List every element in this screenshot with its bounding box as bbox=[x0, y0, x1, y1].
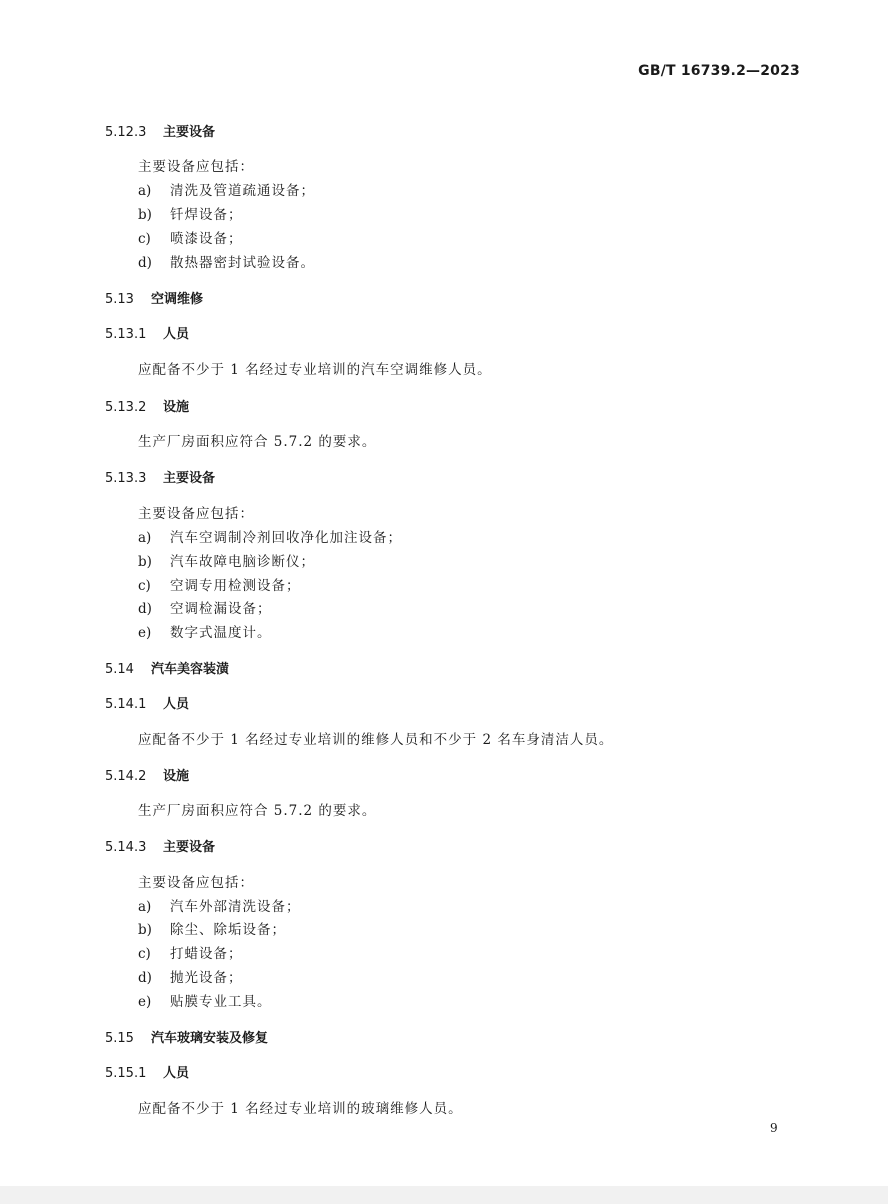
page-number: 9 bbox=[770, 1121, 778, 1135]
section-title: 主要设备 bbox=[163, 840, 216, 855]
section-title: 设施 bbox=[163, 769, 190, 784]
paragraph: 主要设备应包括： bbox=[138, 506, 254, 522]
list-item-text: 汽车空调制冷剂回收净化加注设备； bbox=[170, 530, 402, 546]
section-number: 5.15.1 bbox=[105, 1066, 147, 1081]
list-item-text: 打蜡设备； bbox=[170, 946, 243, 962]
list-item bbox=[138, 990, 272, 1010]
section-title: 人员 bbox=[163, 697, 190, 712]
section-title: 设施 bbox=[163, 400, 190, 415]
paragraph: 生产厂房面积应符合 5.7.2 的要求。 bbox=[138, 803, 377, 819]
list-item-text: 空调专用检测设备； bbox=[170, 578, 301, 594]
paragraph: 主要设备应包括： bbox=[138, 875, 254, 891]
paragraph: 应配备不少于 1 名经过专业培训的汽车空调维修人员。 bbox=[138, 362, 492, 378]
list-item bbox=[138, 526, 402, 546]
section-number: 5.14.2 bbox=[105, 769, 147, 784]
section-number: 5.13 bbox=[105, 292, 134, 307]
list-item bbox=[138, 597, 272, 617]
list-item-text: 除尘、除垢设备； bbox=[170, 922, 286, 938]
section-number: 5.13.3 bbox=[105, 471, 147, 486]
list-item-text: 空调检漏设备； bbox=[170, 601, 272, 617]
list-marker: d) bbox=[138, 601, 152, 617]
section-heading-5-14-1 bbox=[105, 693, 189, 712]
list-item bbox=[138, 918, 286, 938]
list-marker: d) bbox=[138, 255, 152, 271]
list-marker: e) bbox=[138, 625, 152, 641]
list-item-text: 贴膜专业工具。 bbox=[170, 994, 272, 1010]
section-heading-5-13-3 bbox=[105, 467, 215, 486]
section-number: 5.12.3 bbox=[105, 125, 147, 140]
section-title: 主要设备 bbox=[163, 471, 216, 486]
list-marker: a) bbox=[138, 899, 152, 915]
paragraph: 应配备不少于 1 名经过专业培训的维修人员和不少于 2 名车身清洁人员。 bbox=[138, 732, 614, 748]
section-heading-5-14-2 bbox=[105, 765, 189, 784]
list-marker: b) bbox=[138, 207, 152, 223]
section-title: 主要设备 bbox=[163, 125, 216, 140]
list-item-text: 汽车外部清洗设备； bbox=[170, 899, 301, 915]
list-item-text: 汽车故障电脑诊断仪； bbox=[170, 554, 315, 570]
list-item bbox=[138, 203, 243, 223]
list-marker: b) bbox=[138, 922, 152, 938]
paragraph: 主要设备应包括： bbox=[138, 159, 254, 175]
page-bottom-margin bbox=[0, 1186, 888, 1204]
section-number: 5.14 bbox=[105, 662, 134, 677]
list-item-text: 抛光设备； bbox=[170, 970, 243, 986]
section-number: 5.13.1 bbox=[105, 327, 147, 342]
section-heading-5-15-1 bbox=[105, 1062, 189, 1081]
section-heading-5-13-2 bbox=[105, 396, 189, 415]
section-number: 5.14.3 bbox=[105, 840, 147, 855]
list-marker: c) bbox=[138, 231, 151, 247]
section-title: 汽车玻璃安装及修复 bbox=[151, 1031, 269, 1046]
section-number: 5.15 bbox=[105, 1031, 134, 1046]
paragraph: 生产厂房面积应符合 5.7.2 的要求。 bbox=[138, 434, 377, 450]
section-heading-5-14 bbox=[105, 658, 229, 677]
list-item-text: 清洗及管道疏通设备； bbox=[170, 183, 315, 199]
list-marker: b) bbox=[138, 554, 152, 570]
list-item-text: 喷漆设备； bbox=[170, 231, 243, 247]
list-marker: c) bbox=[138, 578, 151, 594]
list-item-text: 散热器密封试验设备。 bbox=[170, 255, 315, 271]
section-heading-5-15 bbox=[105, 1027, 268, 1046]
list-item bbox=[138, 942, 243, 962]
list-item bbox=[138, 966, 243, 986]
list-item bbox=[138, 251, 315, 271]
list-marker: a) bbox=[138, 530, 152, 546]
section-heading-5-13 bbox=[105, 288, 203, 307]
list-marker: c) bbox=[138, 946, 151, 962]
section-number: 5.13.2 bbox=[105, 400, 147, 415]
section-title: 人员 bbox=[163, 327, 190, 342]
list-item bbox=[138, 550, 315, 570]
section-number: 5.14.1 bbox=[105, 697, 147, 712]
section-title: 人员 bbox=[163, 1066, 190, 1081]
list-marker: d) bbox=[138, 970, 152, 986]
list-item-text: 数字式温度计。 bbox=[170, 625, 272, 641]
section-heading-5-12-3 bbox=[105, 121, 215, 140]
list-item bbox=[138, 574, 301, 594]
list-item bbox=[138, 227, 243, 247]
section-title: 空调维修 bbox=[151, 292, 204, 307]
list-item-text: 钎焊设备； bbox=[170, 207, 243, 223]
standard-number: GB/T 16739.2—2023 bbox=[638, 63, 800, 79]
list-item bbox=[138, 895, 301, 915]
paragraph: 应配备不少于 1 名经过专业培训的玻璃维修人员。 bbox=[138, 1101, 463, 1117]
list-marker: e) bbox=[138, 994, 152, 1010]
section-heading-5-13-1 bbox=[105, 323, 189, 342]
list-item bbox=[138, 179, 315, 199]
section-heading-5-14-3 bbox=[105, 836, 215, 855]
section-title: 汽车美容装潢 bbox=[151, 662, 230, 677]
list-marker: a) bbox=[138, 183, 152, 199]
list-item bbox=[138, 621, 272, 641]
